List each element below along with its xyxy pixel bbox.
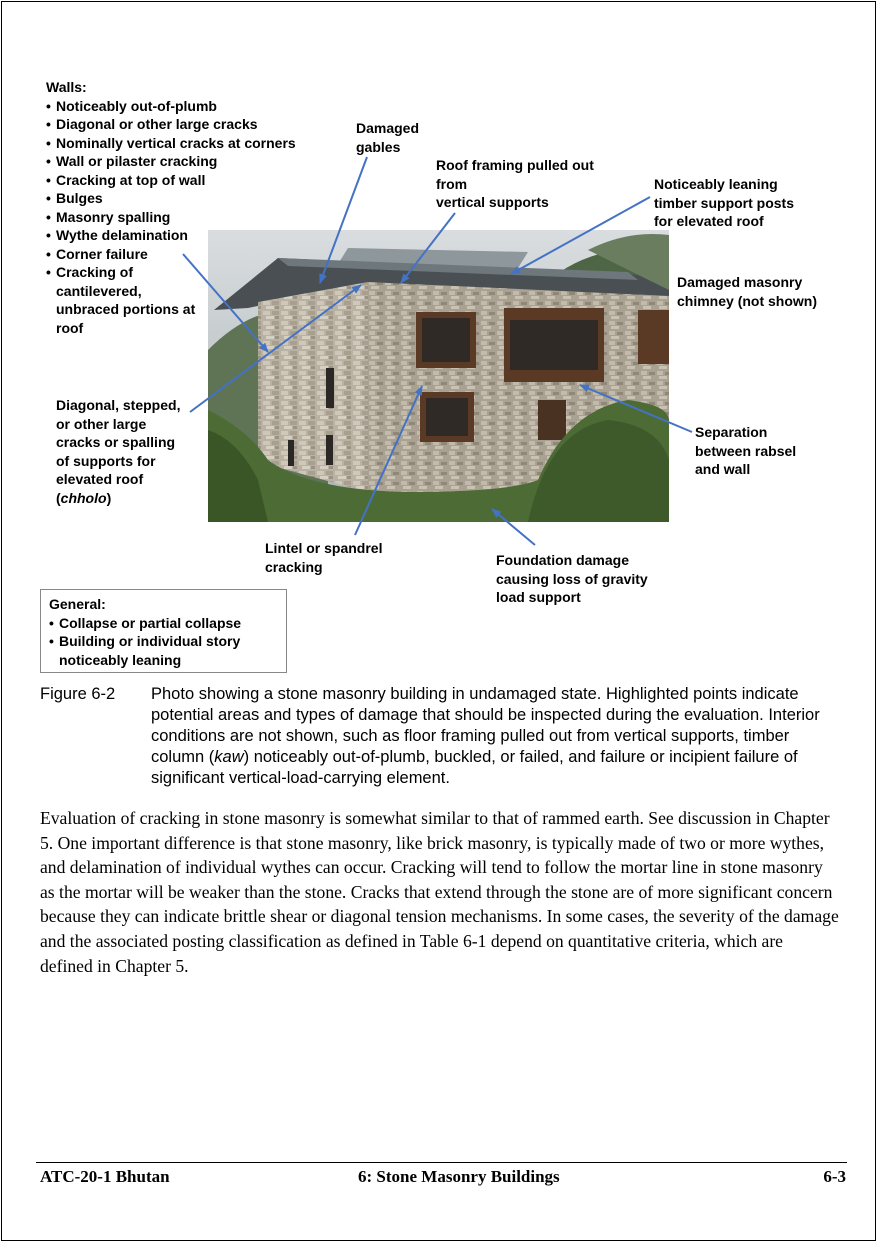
general-title: General: — [49, 596, 106, 612]
body-paragraph: Evaluation of cracking in stone masonry is somewhat similar to that of rammed earth. See discussion in Chapter 5. One important difference is that stone masonry, like brick masonry, is typically made of two or more wythes, and delamination of individual wythes can occur. Cracking will tend to follow the mortar line in stone masonry as the mortar will be weaker than the stone. Cracks that extend through the stone are of more significant concern because they can indicate brittle shear or diagonal tension mechanisms. In some cases, the severity of the damage and the associated posting classification as defined in Table 6-1 depend on quantitative criteria, which are defined in Chapter 5. — [40, 808, 839, 976]
callout-line: for elevated roof — [654, 213, 764, 229]
callout-line: Damaged — [356, 120, 420, 136]
general-item: • Building or individual story noticeably leaning — [49, 632, 274, 669]
callout-line: gables — [356, 138, 401, 155]
footer-left: ATC-20-1 Bhutan — [40, 1167, 170, 1186]
callout-line-term — [56, 489, 180, 508]
callout-line: Separation — [695, 424, 768, 440]
callout-roof-framing — [436, 156, 594, 212]
callout-line: Foundation damage — [496, 552, 629, 568]
callout-line: elevated roof — [56, 471, 144, 487]
walls-list — [46, 97, 296, 338]
callout-line: causing loss of gravity — [496, 570, 648, 587]
figure-caption — [40, 684, 840, 789]
callout-line: or other large — [56, 415, 147, 432]
general-box — [40, 589, 287, 673]
term-chholo: chholo — [60, 489, 107, 506]
callout-line: load support — [496, 589, 581, 605]
general-list — [49, 614, 286, 670]
callout-supports — [56, 396, 180, 507]
callout-chimney — [677, 273, 817, 310]
figure-number: Figure 6-2 — [40, 685, 116, 703]
callout-line: Roof framing pulled out — [436, 157, 594, 173]
callout-line: Damaged masonry — [677, 274, 803, 290]
callout-lintel — [265, 539, 382, 576]
caption-part: ) noticeably out-of-plumb, buckled, or failed, and failure or incipient failure of significant vertical-load-carrying element. — [151, 748, 798, 787]
walls-item: • Wall or pilaster cracking — [46, 152, 296, 171]
walls-item: • Wythe delamination — [46, 226, 296, 245]
walls-item: • Diagonal or other large cracks — [46, 115, 296, 134]
walls-item: • Cracking at top of wall — [46, 171, 296, 190]
footer-center: 6: Stone Masonry Buildings — [358, 1167, 560, 1186]
callout-line: from — [436, 175, 468, 192]
footer-rule — [36, 1162, 847, 1163]
callout-line: cracks or spalling — [56, 434, 176, 450]
footer-page-number: 6-3 — [823, 1167, 846, 1186]
walls-item: • Cracking of cantilevered, unbraced portions at roof — [46, 263, 196, 337]
callout-walls — [46, 78, 296, 337]
callout-line: of supports for — [56, 452, 156, 469]
callout-line: vertical supports — [436, 194, 549, 210]
callout-line: chimney (not shown) — [677, 292, 817, 309]
callout-line: Lintel or spandrel — [265, 540, 383, 556]
callout-separation — [695, 423, 796, 479]
figure-caption-text — [151, 684, 840, 789]
callout-line: and wall — [695, 461, 751, 477]
callout-line: Diagonal, stepped, — [56, 397, 181, 413]
callout-foundation — [496, 551, 648, 607]
callout-line: between rabsel — [695, 442, 797, 459]
walls-item: • Masonry spalling — [46, 208, 296, 227]
paren: ( — [56, 489, 61, 506]
callout-line: Noticeably leaning — [654, 176, 778, 192]
walls-item: • Corner failure — [46, 245, 296, 264]
walls-title: Walls: — [46, 79, 87, 95]
walls-item: • Nominally vertical cracks at corners — [46, 134, 296, 153]
caption-part: Photo showing a stone masonry building in undamaged state. Highlighted points indicate potential areas and types of damage that should be inspected during the evaluation. Interior conditions are not shown, such as floor framing pulled out from vertical supports, timber column ( — [151, 685, 820, 766]
walls-item: • Bulges — [46, 189, 296, 208]
callout-line: timber support posts — [654, 194, 795, 211]
callout-line: cracking — [265, 558, 323, 575]
general-item: • Collapse or partial collapse — [49, 614, 286, 633]
term-kaw: kaw — [214, 748, 244, 766]
callout-damaged-gables — [356, 119, 419, 156]
paren: ) — [106, 489, 112, 506]
walls-item: • Noticeably out-of-plumb — [46, 97, 296, 116]
callout-leaning-posts — [654, 175, 794, 231]
